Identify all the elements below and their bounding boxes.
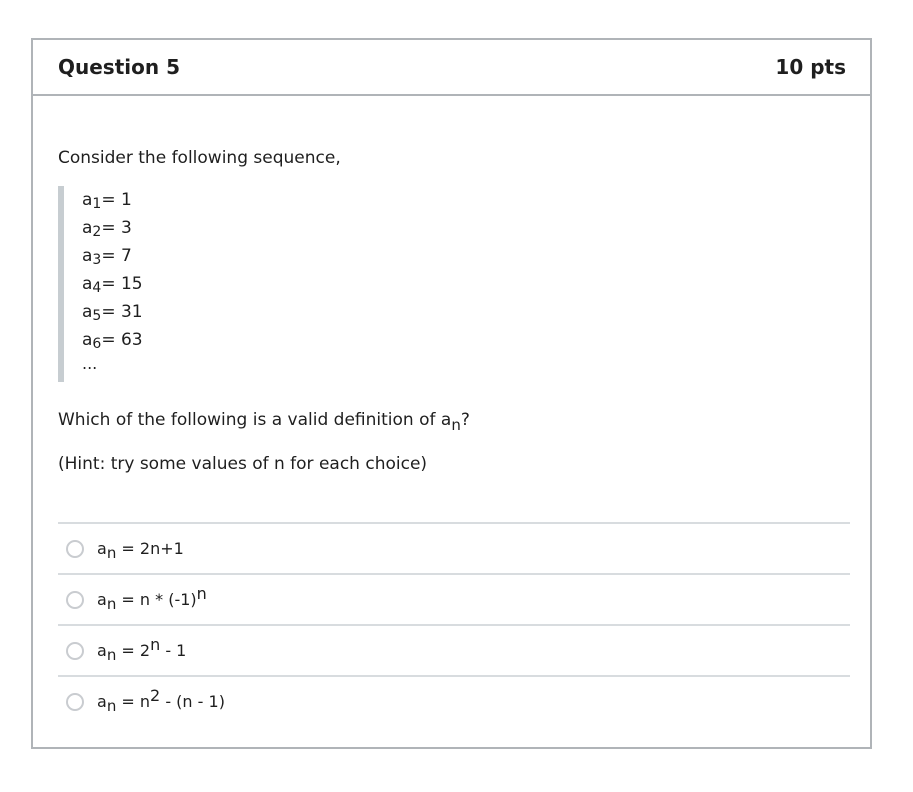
answer-list: [58, 522, 850, 726]
question-card: [31, 38, 872, 749]
answer-label: $a_n = n^2 - (n - 1)$: [97, 686, 225, 715]
sequence-blockquote: [58, 186, 258, 382]
sequence-term: $a_1= 1$: [82, 190, 132, 212]
radio-button[interactable]: [66, 642, 84, 660]
sequence-term: $a_6= 63$: [82, 330, 143, 352]
answer-label: $a_n = 2^n - 1$: [97, 635, 187, 664]
sequence-term: $a_4= 15$: [82, 274, 143, 296]
radio-button[interactable]: [66, 693, 84, 711]
answer-option[interactable]: [58, 522, 850, 573]
answer-label: $a_n = n * (-1)^n$: [97, 584, 207, 613]
question-title: Question 5: [58, 55, 180, 79]
question-prompt: Which of the following is a valid definition of $a_n$?: [58, 410, 470, 434]
question-header: [33, 40, 870, 96]
radio-button[interactable]: [66, 540, 84, 558]
sequence-ellipsis: ...: [82, 354, 98, 373]
answer-option[interactable]: [58, 675, 850, 726]
answer-label: $a_n = 2n+1$: [97, 539, 184, 562]
answer-option[interactable]: [58, 624, 850, 675]
question-points: 10 pts: [775, 55, 846, 79]
sequence-term: $a_2= 3$: [82, 218, 132, 240]
radio-button[interactable]: [66, 591, 84, 609]
question-intro: Consider the following sequence,: [58, 148, 341, 168]
question-hint: (Hint: try some values of n for each choice): [58, 454, 428, 474]
sequence-term: $a_5= 31$: [82, 302, 143, 324]
answer-option[interactable]: [58, 573, 850, 624]
sequence-term: $a_3= 7$: [82, 246, 132, 268]
